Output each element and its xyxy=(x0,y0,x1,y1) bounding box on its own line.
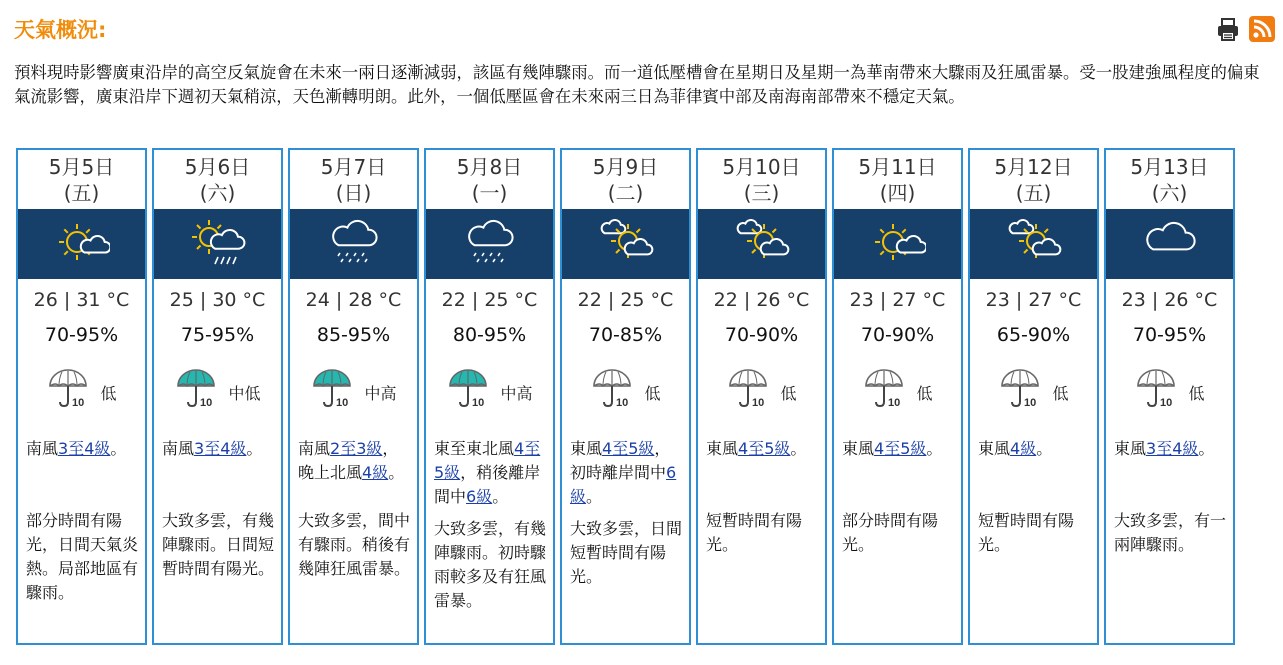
sunny-intervals-icon xyxy=(734,217,790,271)
wind-force-link[interactable]: 4至5級 xyxy=(874,439,927,458)
wind-text: 。 xyxy=(246,439,263,458)
wind-text: 。 xyxy=(492,487,509,506)
forecast-date xyxy=(290,154,417,206)
wind-text: 東風 xyxy=(706,439,739,458)
rss-icon[interactable] xyxy=(1249,16,1275,42)
forecast-date-label: 5月10日 xyxy=(722,155,801,179)
umbrella-icon xyxy=(1134,368,1182,414)
forecast-date-label: 5月9日 xyxy=(592,155,659,179)
wind-force-link[interactable]: 4級 xyxy=(1010,439,1037,458)
umbrella-icon xyxy=(590,368,638,414)
temperature-range: 22 | 25 °C xyxy=(577,289,674,311)
weather-icon-band xyxy=(426,209,553,279)
forecast-day xyxy=(16,148,147,645)
wind-force-link[interactable]: 6級 xyxy=(466,487,493,506)
heavy-rain-icon xyxy=(462,217,518,271)
page-title: 天氣概況: xyxy=(14,18,107,42)
wind-forecast xyxy=(298,437,411,485)
wind-force-link[interactable]: 2至3級 xyxy=(330,439,383,458)
forecast-description: 大致多雲，間中有驟雨。稍後有幾陣狂風雷暴。 xyxy=(298,511,411,578)
cloudy-icon xyxy=(1142,217,1198,271)
forecast-day xyxy=(560,148,691,645)
forecast-date-label: 5月12日 xyxy=(994,155,1073,179)
temperature-range: 23 | 26 °C xyxy=(1121,289,1218,311)
forecast-day xyxy=(288,148,419,645)
wind-text: 南風 xyxy=(298,439,331,458)
umbrella-icon xyxy=(46,368,94,414)
humidity-range: 70-85% xyxy=(588,324,663,346)
rain-probability-label: 中高 xyxy=(500,384,533,403)
rain-probability xyxy=(18,368,145,414)
svg-text:10: 10 xyxy=(72,397,85,409)
forecast-date xyxy=(834,154,961,206)
wind-text: 南風 xyxy=(162,439,195,458)
humidity-range: 80-95% xyxy=(452,324,527,346)
weather-icon-band xyxy=(970,209,1097,279)
humidity-range: 65-90% xyxy=(996,324,1071,346)
wind-force-link[interactable]: 6級 xyxy=(570,463,677,506)
humidity-range: 75-95% xyxy=(180,324,255,346)
rain-probability xyxy=(426,368,553,414)
forecast-description: 大致多雲，有幾陣驟雨。初時驟雨較多及有狂風雷暴。 xyxy=(434,519,547,610)
wind-text: 。 xyxy=(926,439,943,458)
forecast-description: 短暫時間有陽光。 xyxy=(706,511,803,554)
forecast-weekday: (一) xyxy=(471,181,508,205)
forecast-description: 部分時間有陽光，日間天氣炎熱。局部地區有驟雨。 xyxy=(26,511,139,602)
wind-forecast xyxy=(434,437,547,509)
svg-text:10: 10 xyxy=(1024,397,1037,409)
forecast-weekday: (日) xyxy=(335,181,372,205)
sunny-intervals-icon xyxy=(1006,217,1062,271)
forecast-date xyxy=(1106,154,1233,206)
forecast-date-label: 5月8日 xyxy=(456,155,523,179)
wind-text: ，稍後離岸間中 xyxy=(434,463,541,506)
rain-probability-label: 低 xyxy=(780,384,797,403)
temperature-range: 26 | 31 °C xyxy=(33,289,130,311)
sunny-periods-icon xyxy=(870,217,926,271)
humidity-range: 70-95% xyxy=(1132,324,1207,346)
forecast-weekday: (四) xyxy=(879,181,916,205)
wind-text: 東至東北風 xyxy=(434,439,515,458)
nine-day-forecast xyxy=(16,148,1235,645)
forecast-day xyxy=(968,148,1099,645)
wind-text: 。 xyxy=(388,463,405,482)
wind-text: 東風 xyxy=(842,439,875,458)
rain-probability xyxy=(154,368,281,414)
humidity-range: 70-95% xyxy=(44,324,119,346)
wind-forecast xyxy=(570,437,683,509)
wind-text: 東風 xyxy=(1114,439,1147,458)
forecast-day xyxy=(152,148,283,645)
wind-forecast xyxy=(162,437,275,461)
humidity-range: 70-90% xyxy=(724,324,799,346)
humidity-range: 85-95% xyxy=(316,324,391,346)
forecast-weekday: (三) xyxy=(743,181,780,205)
rain-probability-label: 低 xyxy=(1188,384,1205,403)
wind-force-link[interactable]: 4至5級 xyxy=(434,439,541,482)
wind-force-link[interactable]: 3至4級 xyxy=(58,439,111,458)
wind-force-link[interactable]: 3至4級 xyxy=(1146,439,1199,458)
toolbar xyxy=(1215,16,1275,42)
umbrella-icon xyxy=(174,368,222,414)
weather-icon-band xyxy=(1106,209,1233,279)
forecast-date-label: 5月7日 xyxy=(320,155,387,179)
rain-probability xyxy=(1106,368,1233,414)
umbrella-icon xyxy=(998,368,1046,414)
forecast-weekday: (六) xyxy=(199,181,236,205)
temperature-range: 22 | 26 °C xyxy=(713,289,810,311)
weather-icon-band xyxy=(18,209,145,279)
svg-text:10: 10 xyxy=(1160,397,1173,409)
forecast-weekday: (五) xyxy=(63,181,100,205)
forecast-weekday: (六) xyxy=(1151,181,1188,205)
weather-summary: 預料現時影響廣東沿岸的高空反氣旋會在未來一兩日逐漸減弱，該區有幾陣驟雨。而一道低壓槽會在星期日及星期一為華南帶來大驟雨及狂風雷暴。受一股建強風程度的偏東氣流影響，廣東沿岸下週初天氣稍涼，天色漸轉明朗。此外，一個低壓區會在未來兩三日為菲律賓中部及南海南部帶來不穩定天氣。 xyxy=(14,63,1260,106)
weather-icon-band xyxy=(562,209,689,279)
rain-probability xyxy=(562,368,689,414)
sunny-showers-icon xyxy=(190,217,246,271)
wind-force-link[interactable]: 3至4級 xyxy=(194,439,247,458)
forecast-day xyxy=(424,148,555,645)
svg-text:10: 10 xyxy=(472,397,485,409)
humidity-range: 70-90% xyxy=(860,324,935,346)
rain-probability xyxy=(290,368,417,414)
wind-text: 。 xyxy=(586,487,603,506)
weather-icon-band xyxy=(154,209,281,279)
wind-forecast xyxy=(706,437,819,461)
temperature-range: 22 | 25 °C xyxy=(441,289,538,311)
printer-icon[interactable] xyxy=(1215,16,1241,42)
forecast-description: 大致多雲，日間短暫時間有陽光。 xyxy=(570,519,683,586)
wind-text: 。 xyxy=(1198,439,1215,458)
rain-probability-label: 低 xyxy=(644,384,661,403)
wind-force-link[interactable]: 4級 xyxy=(362,463,389,482)
svg-text:10: 10 xyxy=(336,397,349,409)
umbrella-icon xyxy=(310,368,358,414)
forecast-date-label: 5月11日 xyxy=(858,155,937,179)
wind-text: 。 xyxy=(110,439,127,458)
temperature-range: 23 | 27 °C xyxy=(849,289,946,311)
sunny-intervals-icon xyxy=(598,217,654,271)
svg-text:10: 10 xyxy=(888,397,901,409)
svg-text:10: 10 xyxy=(200,397,213,409)
forecast-description: 大致多雲，有一兩陣驟雨。 xyxy=(1114,511,1227,554)
forecast-weekday: (五) xyxy=(1015,181,1052,205)
weather-icon-band xyxy=(834,209,961,279)
wind-text: ，晚上北風 xyxy=(298,439,399,482)
forecast-date-label: 5月6日 xyxy=(184,155,251,179)
wind-forecast xyxy=(842,437,955,461)
wind-text: 東風 xyxy=(978,439,1011,458)
temperature-range: 23 | 27 °C xyxy=(985,289,1082,311)
weather-icon-band xyxy=(290,209,417,279)
forecast-date xyxy=(154,154,281,206)
forecast-day xyxy=(696,148,827,645)
forecast-day xyxy=(1104,148,1235,645)
heavy-rain-icon xyxy=(326,217,382,271)
temperature-range: 25 | 30 °C xyxy=(169,289,266,311)
forecast-date xyxy=(562,154,689,206)
forecast-day xyxy=(832,148,963,645)
sunny-periods-icon xyxy=(54,217,110,271)
rain-probability-label: 低 xyxy=(1052,384,1069,403)
forecast-date xyxy=(698,154,825,206)
temperature-range: 24 | 28 °C xyxy=(305,289,402,311)
wind-forecast xyxy=(1114,437,1227,461)
rain-probability xyxy=(834,368,961,414)
wind-text: ，初時離岸間中 xyxy=(570,439,671,482)
wind-text: 東風 xyxy=(570,439,603,458)
forecast-description: 大致多雲，有幾陣驟雨。日間短暫時間有陽光。 xyxy=(162,511,275,578)
forecast-date-label: 5月13日 xyxy=(1130,155,1209,179)
forecast-date xyxy=(18,154,145,206)
umbrella-icon xyxy=(726,368,774,414)
wind-text: 南風 xyxy=(26,439,59,458)
svg-text:10: 10 xyxy=(616,397,629,409)
svg-text:10: 10 xyxy=(752,397,765,409)
forecast-date-label: 5月5日 xyxy=(48,155,115,179)
umbrella-icon xyxy=(862,368,910,414)
weather-icon-band xyxy=(698,209,825,279)
wind-force-link[interactable]: 4至5級 xyxy=(602,439,655,458)
wind-force-link[interactable]: 4至5級 xyxy=(738,439,791,458)
forecast-description: 部分時間有陽光。 xyxy=(842,511,939,554)
umbrella-icon xyxy=(446,368,494,414)
wind-forecast xyxy=(978,437,1091,461)
forecast-description: 短暫時間有陽光。 xyxy=(978,511,1075,554)
rain-probability-label: 中高 xyxy=(364,384,397,403)
rain-probability xyxy=(698,368,825,414)
wind-text: 。 xyxy=(1036,439,1053,458)
wind-text: 。 xyxy=(790,439,807,458)
forecast-date xyxy=(970,154,1097,206)
wind-forecast xyxy=(26,437,139,461)
rain-probability-label: 低 xyxy=(916,384,933,403)
forecast-date xyxy=(426,154,553,206)
rain-probability xyxy=(970,368,1097,414)
rain-probability-label: 中低 xyxy=(228,384,261,403)
forecast-weekday: (二) xyxy=(607,181,644,205)
rain-probability-label: 低 xyxy=(100,384,117,403)
